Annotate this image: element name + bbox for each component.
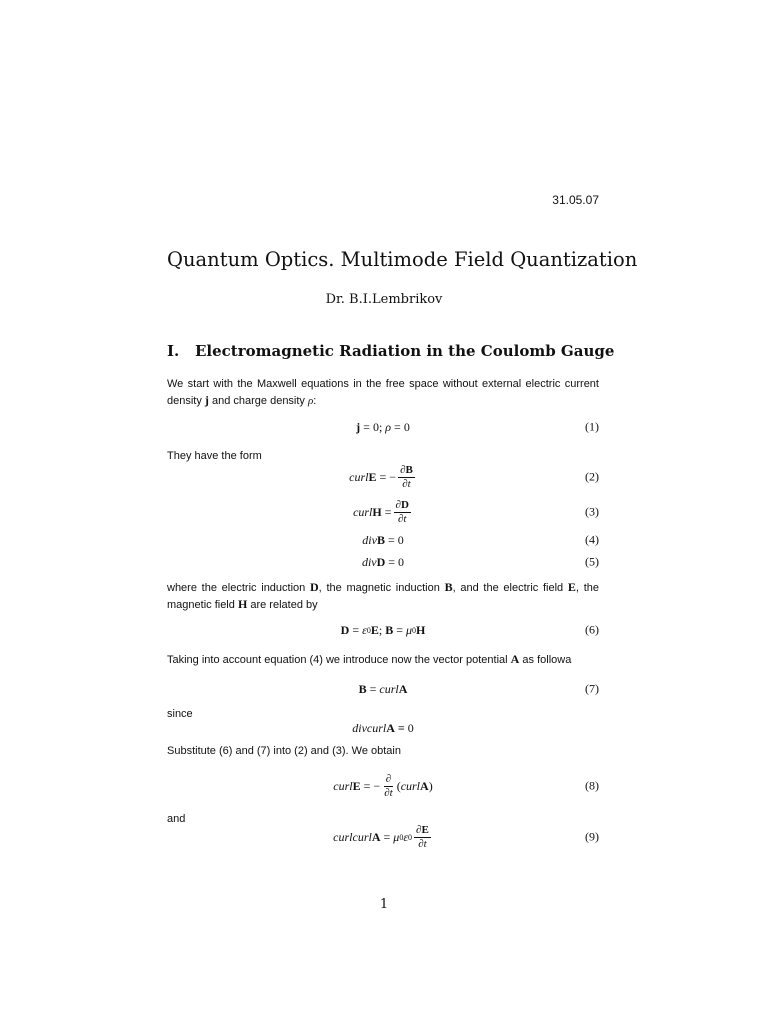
section-heading [167, 342, 614, 360]
paragraph-intro [167, 376, 599, 409]
equation-unnumbered: divcurl A ≡ 0 [352, 720, 414, 735]
equation-number: (5) [585, 554, 599, 569]
equation-number: (2) [585, 469, 599, 484]
equation-number: (6) [585, 622, 599, 637]
page-number: 1 [379, 897, 389, 912]
symbol-B: B [444, 580, 453, 594]
text-segment: are related by [250, 599, 318, 611]
text-segment: : [313, 395, 317, 407]
equation-number: (4) [585, 532, 599, 547]
equation-number: (9) [585, 829, 599, 844]
paragraph-since: since [167, 708, 193, 720]
text-segment: , the magnetic field [167, 582, 599, 611]
paragraph-vector-potential [167, 651, 599, 668]
equation-2: curl E = − $\frac{\partial B}{\partial t}$ (2) [349, 463, 599, 490]
author: Dr. B.I.Lembrikov [325, 292, 443, 307]
symbol-H: H [237, 597, 248, 611]
equation-number: (8) [585, 778, 599, 793]
equation-4: div B = 0 (4) [362, 532, 599, 547]
symbol-D: D [310, 580, 319, 594]
text-segment: , the magnetic induction [318, 582, 440, 594]
equation-3: curl H = $\frac{\partial D}{\partial t}$ (3) [353, 498, 599, 525]
equation-8: curl E = − $\frac{\partial}{\partial t}$ ( curl A ) (8) [333, 772, 599, 799]
equation-9: curlcurl A = μ 0 ε 0 $\frac{\partial E}{\partial t}$ (9) [333, 823, 599, 850]
paragraph-and: and [167, 813, 186, 825]
paragraph-substitute: Substitute (6) and (7) into (2) and (3). We obtain [167, 745, 401, 757]
text-segment: Taking into account equation (4) we introduce now the vector potential [167, 654, 508, 666]
text-segment: as followa [522, 654, 572, 666]
equation-number: (7) [585, 681, 599, 696]
paragraph-form: They have the form [167, 450, 262, 462]
text-segment: where the electric induction [167, 582, 306, 594]
symbol-E: E [567, 580, 576, 594]
equation-7: B = curl A (7) [358, 681, 599, 696]
text-segment: and charge density [211, 395, 305, 407]
text-segment: We start with the Maxwell equations in the free space without external electric current density [167, 378, 599, 407]
section-number: I. [167, 342, 180, 360]
equation-1: j = 0; ρ = 0 (1) [356, 419, 599, 434]
equation-number: (1) [585, 419, 599, 434]
symbol-A: A [510, 652, 520, 666]
paragraph-relations [167, 579, 599, 613]
section-title: Electromagnetic Radiation in the Coulomb Gauge [195, 342, 615, 360]
date: 31.05.07 [552, 193, 599, 207]
symbol-rho: ρ [308, 395, 314, 407]
equation-5: div D = 0 (5) [361, 554, 599, 569]
equation-number: (3) [585, 504, 599, 519]
symbol-j: j [204, 393, 209, 407]
text-segment: , and the electric field [452, 582, 564, 594]
document-title: Quantum Optics. Multimode Field Quantization [167, 248, 638, 271]
equation-6: D = ε 0 E ; B = μ 0 H (6) [340, 622, 599, 637]
